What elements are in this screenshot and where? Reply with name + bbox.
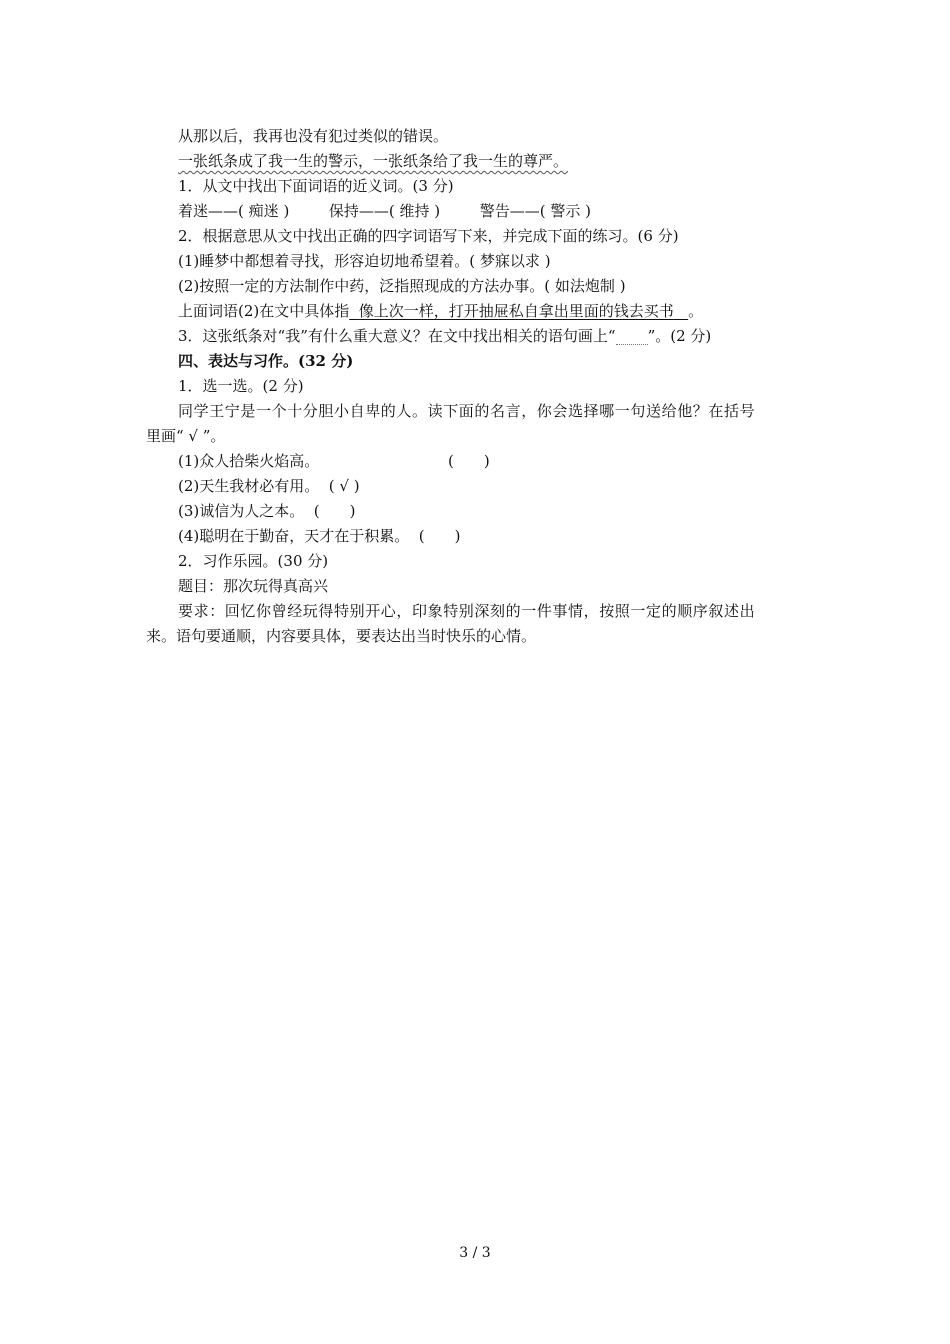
- option-2-mark: ( √ ): [328, 477, 360, 495]
- s4-sub1-title: 1．选一选。(2 分): [178, 377, 304, 395]
- s4-sub1-intro-b: 里画“ √ ”。: [146, 427, 226, 445]
- option-4: (4)聪明在于勤奋，天才在于积累。 ( ): [178, 527, 461, 545]
- q2-item-2: (2)按照一定的方法制作中药，泛指照现成的方法办事。( 如法炮制 ): [178, 277, 626, 295]
- q2-item-1-answer: 梦寐以求: [479, 252, 540, 270]
- option-1: (1)众人拾柴火焰高。 ( ): [178, 452, 490, 470]
- q1-pair-3: 警告——( 警示 ): [479, 202, 592, 220]
- q1-pair-1: 着迷——( 痴迷 ): [178, 202, 290, 220]
- passage-line-1: 从那以后，我再也没有犯过类似的错误。: [178, 127, 449, 145]
- option-4-mark: ( ): [418, 527, 461, 545]
- s4-sub2-title: 2．习作乐园。(30 分): [178, 552, 329, 570]
- s4-sub1-intro-a: 同学王宁是一个十分胆小自卑的人。读下面的名言，你会选择哪一句送给他？在括号: [178, 402, 756, 420]
- option-3-mark: ( ): [313, 502, 356, 520]
- wavy-line-symbol: [616, 330, 648, 345]
- section-4-title: 四、表达与习作。(32 分): [178, 352, 354, 370]
- q2-fill-answer: 像上次一样，打开抽屉私自拿出里面的钱去买书: [358, 302, 674, 320]
- writing-requirement-a: 要求：回忆你曾经玩得特别开心，印象特别深刻的一件事情，按照一定的顺序叙述出: [178, 602, 756, 620]
- q2-item-1: (1)睡梦中都想着寻找，形容迫切地希望着。( 梦寐以求 ): [178, 252, 551, 270]
- q2-item-2-answer: 如法炮制: [554, 277, 615, 295]
- option-2: (2)天生我材必有用。 ( √ ): [178, 477, 360, 495]
- writing-topic: 题目：那次玩得真高兴: [178, 577, 329, 595]
- q1-pair-2: 保持——( 维持 ): [328, 202, 441, 220]
- page-number: 3 / 3: [459, 1245, 491, 1261]
- option-3: (3)诚信为人之本。 ( ): [178, 502, 356, 520]
- q1-answers: [178, 201, 591, 221]
- q2-title: 2．根据意思从文中找出正确的四字词语写下来，并完成下面的练习。(6 分): [178, 227, 679, 245]
- q2-fill: 上面词语(2)在文中具体指 像上次一样，打开抽屉私自拿出里面的钱去买书 。: [178, 302, 704, 320]
- q3-line: 3．这张纸条对“我”有什么重大意义？在文中找出相关的语句画上“ ”。(2 分): [178, 327, 712, 345]
- passage-line-2-wavy: 一张纸条成了我一生的警示，一张纸条给了我一生的尊严。: [178, 152, 569, 170]
- q1-title: 1．从文中找出下面词语的近义词。(3 分): [178, 177, 454, 195]
- option-1-mark: ( ): [448, 452, 490, 470]
- writing-requirement-b: 来。语句要通顺，内容要具体，要表达出当时快乐的心情。: [146, 627, 537, 645]
